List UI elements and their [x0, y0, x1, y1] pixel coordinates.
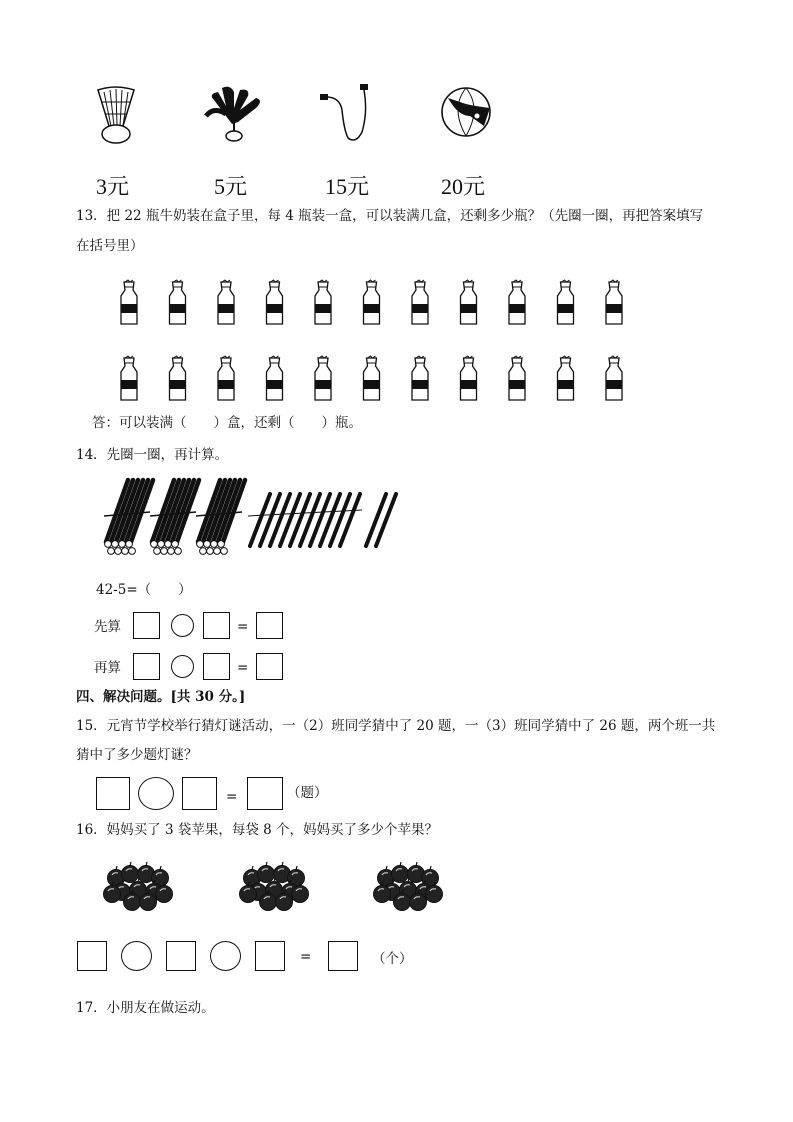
q16-equals: =	[300, 949, 312, 965]
price-beach-ball: 20元	[441, 174, 486, 199]
q15-text-line1: 15．元宵节学校举行猜灯谜活动，一（2）班同学猜中了 20 题，一（3）班同学猜中了 26 题，两个班一共	[76, 718, 716, 734]
q14-text: 14．先圈一圈，再计算。	[76, 447, 229, 463]
q16-operator-circle2[interactable]	[210, 941, 241, 971]
q16-text: 16．妈妈买了 3 袋苹果，每袋 8 个，妈妈买了多少个苹果？	[76, 822, 439, 838]
q16-operator-circle1[interactable]	[121, 941, 152, 971]
q16-box1[interactable]	[77, 941, 107, 971]
q16-box3[interactable]	[255, 941, 285, 971]
apple-bag	[104, 862, 173, 911]
apple-bag	[240, 862, 309, 911]
q15-equals: =	[226, 789, 238, 805]
q16-result-box[interactable]	[328, 941, 358, 971]
q17-text: 17．小朋友在做运动。	[76, 1000, 215, 1016]
q14-step1-equals: =	[237, 619, 249, 635]
q13-text-line2: 在括号里）	[76, 238, 144, 254]
apple-bag	[374, 862, 443, 911]
q14-step2-equals: =	[237, 660, 249, 676]
q13-text-line1: 13．把 22 瓶牛奶装在盒子里，每 4 瓶装一盒，可以装满几盒，还剩多少瓶？（先圈一圈，再把答案填写	[76, 208, 704, 224]
q16-box2[interactable]	[166, 941, 196, 971]
q14-step2-label: 再算	[94, 660, 121, 676]
price-shuttlecock: 3元	[96, 174, 130, 199]
price-feather-shuttle: 5元	[214, 174, 248, 199]
q13-answer: 答：可以装满（ ）盒，还剩（ ）瓶。	[92, 415, 362, 431]
q16-unit: （个）	[372, 951, 413, 967]
q14-equation: 42-5=（ ）	[96, 582, 192, 598]
section4-heading: 四、解决问题。[共 30 分。]	[76, 689, 246, 705]
q15-text-line2: 猜中了多少题灯谜？	[76, 747, 198, 763]
q14-step1-label: 先算	[94, 619, 121, 635]
price-jump-rope: 15元	[325, 174, 370, 199]
q15-unit: （题）	[287, 785, 328, 801]
